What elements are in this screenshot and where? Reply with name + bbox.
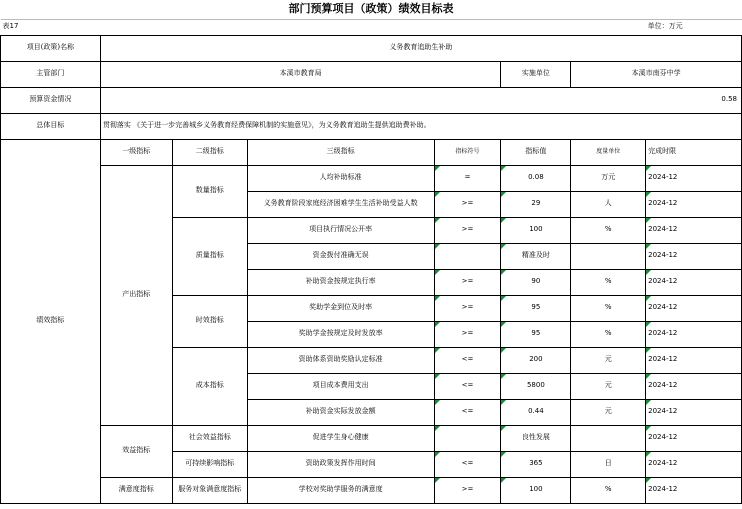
level3-cell[interactable]: 补助资金按规定执行率 bbox=[247, 269, 434, 295]
budget-label: 预算资金情况 bbox=[1, 87, 101, 113]
unit-cell[interactable]: 人 bbox=[571, 191, 646, 217]
symbol-cell[interactable]: = bbox=[434, 165, 501, 191]
header-unit: 度量单位 bbox=[571, 139, 646, 165]
unit-label: 单位：万元 bbox=[647, 22, 683, 31]
level3-cell[interactable]: 资助体系资助奖励认定标准 bbox=[247, 347, 434, 373]
deadline-cell[interactable]: 2024-12 bbox=[646, 373, 742, 399]
value-cell[interactable]: 95 bbox=[501, 321, 571, 347]
symbol-cell[interactable]: >= bbox=[434, 269, 501, 295]
symbol-cell[interactable]: <= bbox=[434, 451, 501, 477]
header-level2: 二级指标 bbox=[172, 139, 247, 165]
level2-cost: 成本指标 bbox=[172, 347, 247, 425]
symbol-cell[interactable]: <= bbox=[434, 373, 501, 399]
symbol-cell[interactable]: >= bbox=[434, 217, 501, 243]
symbol-cell[interactable]: >= bbox=[434, 321, 501, 347]
level3-cell[interactable]: 项目成本费用支出 bbox=[247, 373, 434, 399]
budget-value[interactable]: 0.58 bbox=[100, 87, 741, 113]
unit-cell[interactable]: 万元 bbox=[571, 165, 646, 191]
level3-cell[interactable]: 义务教育阶段家庭经济困难学生生活补助受益人数 bbox=[247, 191, 434, 217]
level3-cell[interactable]: 奖助学金到位及时率 bbox=[247, 295, 434, 321]
value-cell[interactable]: 0.08 bbox=[501, 165, 571, 191]
level3-cell[interactable]: 资金拨付准确无误 bbox=[247, 243, 434, 269]
dept-label: 主管部门 bbox=[1, 61, 101, 87]
deadline-cell[interactable]: 2024-12 bbox=[646, 477, 742, 503]
deadline-cell[interactable]: 2024-12 bbox=[646, 451, 742, 477]
value-cell[interactable]: 200 bbox=[501, 347, 571, 373]
level2-timeliness: 时效指标 bbox=[172, 295, 247, 347]
page-title: 部门预算项目（政策）绩效目标表 bbox=[1, 0, 742, 19]
value-cell[interactable]: 29 bbox=[501, 191, 571, 217]
deadline-cell[interactable]: 2024-12 bbox=[646, 269, 742, 295]
value-cell[interactable]: 5800 bbox=[501, 373, 571, 399]
value-cell[interactable]: 100 bbox=[501, 477, 571, 503]
symbol-cell[interactable] bbox=[434, 425, 501, 451]
unit-cell[interactable]: % bbox=[571, 295, 646, 321]
level3-cell[interactable]: 资助政策发挥作用时间 bbox=[247, 451, 434, 477]
unit-cell[interactable] bbox=[571, 425, 646, 451]
deadline-cell[interactable]: 2024-12 bbox=[646, 191, 742, 217]
value-cell[interactable]: 精准及时 bbox=[501, 243, 571, 269]
unit-cell[interactable]: 日 bbox=[571, 451, 646, 477]
unit-cell[interactable]: % bbox=[571, 477, 646, 503]
project-name-label: 项目(政策)名称 bbox=[1, 35, 101, 61]
header-symbol: 指标符号 bbox=[434, 139, 501, 165]
value-cell[interactable]: 良性发展 bbox=[501, 425, 571, 451]
perf-label: 绩效指标 bbox=[1, 139, 101, 503]
goal-text[interactable]: 贯彻落实 《关于进一步完善城乡义务教育经费保障机制的实施意见》，为义务教育追助生提供追助费补助。 bbox=[100, 113, 741, 139]
symbol-cell[interactable]: >= bbox=[434, 191, 501, 217]
value-cell[interactable]: 365 bbox=[501, 451, 571, 477]
level1-satisfaction: 满意度指标 bbox=[100, 477, 172, 503]
deadline-cell[interactable]: 2024-12 bbox=[646, 165, 742, 191]
level2-quality: 质量指标 bbox=[172, 217, 247, 295]
table-row bbox=[1, 425, 742, 451]
symbol-cell[interactable] bbox=[434, 243, 501, 269]
header-level3: 三级指标 bbox=[247, 139, 434, 165]
value-cell[interactable]: 0.44 bbox=[501, 399, 571, 425]
table-row bbox=[1, 165, 742, 191]
project-name[interactable]: 义务教育追助生补助 bbox=[100, 35, 741, 61]
level3-cell[interactable]: 奖助学金按规定及时发放率 bbox=[247, 321, 434, 347]
unit-cell[interactable]: % bbox=[571, 217, 646, 243]
level2-sustain: 可持续影响指标 bbox=[172, 451, 247, 477]
unit-cell[interactable] bbox=[571, 243, 646, 269]
unit-cell[interactable]: % bbox=[571, 269, 646, 295]
header-level1: 一级指标 bbox=[100, 139, 172, 165]
value-cell[interactable]: 100 bbox=[501, 217, 571, 243]
deadline-cell[interactable]: 2024-12 bbox=[646, 425, 742, 451]
unit-cell[interactable]: 元 bbox=[571, 399, 646, 425]
impl-label: 实施单位 bbox=[501, 61, 571, 87]
unit-cell[interactable]: 元 bbox=[571, 347, 646, 373]
level2-quantity: 数量指标 bbox=[172, 165, 247, 217]
level1-effect: 效益指标 bbox=[100, 425, 172, 477]
value-cell[interactable]: 95 bbox=[501, 295, 571, 321]
level3-cell[interactable]: 学校对奖助学服务的满意度 bbox=[247, 477, 434, 503]
symbol-cell[interactable]: <= bbox=[434, 347, 501, 373]
form-number: 表17 bbox=[2, 22, 19, 31]
value-cell[interactable]: 90 bbox=[501, 269, 571, 295]
symbol-cell[interactable]: >= bbox=[434, 295, 501, 321]
level3-cell[interactable]: 补助资金实际发放金额 bbox=[247, 399, 434, 425]
level2-service-sat: 服务对象满意度指标 bbox=[172, 477, 247, 503]
goal-label: 总体目标 bbox=[1, 113, 101, 139]
level1-output: 产出指标 bbox=[100, 165, 172, 425]
unit-cell[interactable]: % bbox=[571, 321, 646, 347]
impl-value[interactable]: 本溪市南芬中学 bbox=[571, 61, 742, 87]
table-row bbox=[1, 477, 742, 503]
symbol-cell[interactable]: <= bbox=[434, 399, 501, 425]
deadline-cell[interactable]: 2024-12 bbox=[646, 399, 742, 425]
level2-social: 社会效益指标 bbox=[172, 425, 247, 451]
deadline-cell[interactable]: 2024-12 bbox=[646, 347, 742, 373]
level3-cell[interactable]: 促进学生身心健康 bbox=[247, 425, 434, 451]
deadline-cell[interactable]: 2024-12 bbox=[646, 321, 742, 347]
level3-cell[interactable]: 人均补助标准 bbox=[247, 165, 434, 191]
dept-value[interactable]: 本溪市教育局 bbox=[100, 61, 501, 87]
symbol-cell[interactable]: >= bbox=[434, 477, 501, 503]
header-deadline: 完成时限 bbox=[646, 139, 742, 165]
deadline-cell[interactable]: 2024-12 bbox=[646, 243, 742, 269]
header-value: 指标值 bbox=[501, 139, 571, 165]
level3-cell[interactable]: 项目执行情况公开率 bbox=[247, 217, 434, 243]
deadline-cell[interactable]: 2024-12 bbox=[646, 295, 742, 321]
unit-cell[interactable]: 元 bbox=[571, 373, 646, 399]
deadline-cell[interactable]: 2024-12 bbox=[646, 217, 742, 243]
